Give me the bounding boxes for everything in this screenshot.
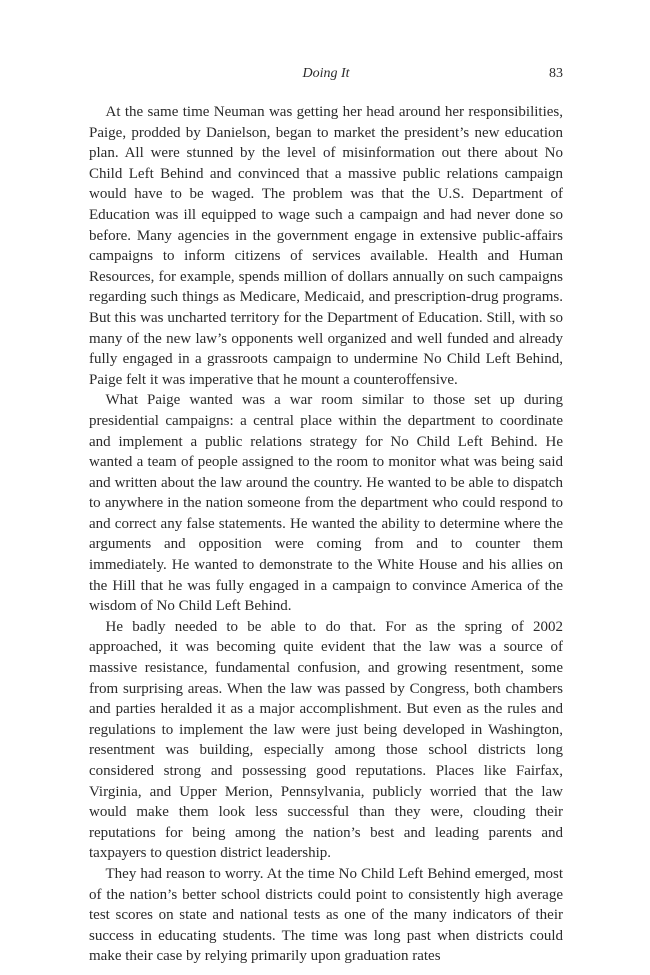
paragraph-3: He badly needed to be able to do that. For as the spring of 2002 approached, it was becoming quite evident that the law was a source of massive resistance, fundamental confusion, and growing resentment, some from surprising areas. When the law was passed by Congress, both chambers and parties heralded it as a major accomplishment. But even as the rules and regulations to implement the law were just being developed in Washington, resentment was building, especially among those school districts long considered strong and possessing good reputations. Places like Fairfax, Virginia, and Upper Merion, Pennsylvania, publicly worried that the law would make them look less successful than they were, clouding their reputations for being among the nation’s best and leading parents and taxpayers to question district leadership. [89, 618, 563, 862]
paragraph-1: At the same time Neuman was getting her head around her responsibilities, Paige, prodded by Danielson, began to market the president’s new education plan. All were stunned by the level of misinformation out there about No Child Left Behind and convinced that a massive public relations campaign would have to be waged. The problem was that the U.S. Department of Education was ill equipped to wage such a campaign and had never done so before. Many agencies in the government engage in extensive public-affairs campaigns to inform citizens of services available. Health and Human Resources, for example, spends million of dollars annually on such campaigns regarding such things as Medicare, Medicaid, and prescription-drug programs. But this was uncharted territory for the Department of Education. Still, with so many of the new law’s opponents well organized and well funded and already fully engaged in a grassroots campaign to undermine No Child Left Behind, Paige felt it was imperative that he mount a counteroffensive. [89, 104, 563, 388]
paragraph-2: What Paige wanted was a war room similar to those set up during presidential campaigns: a central place within the department to coordinate and implement a public relations strategy for No Child Left Behind. He wanted a team of people assigned to the room to monitor what was being said and written about the law around the country. He wanted to be able to dispatch to anywhere in the nation someone from the department who could respond to and correct any false statements. He wanted the ability to determine where the arguments and opposition were coming from and to counter them immediately. He wanted to demonstrate to the White House and his allies on the Hill that he was fully engaged in a campaign to convince America of the wisdom of No Child Left Behind. [89, 392, 563, 615]
paragraph-4: They had reason to worry. At the time No Child Left Behind emerged, most of the nation’s better school districts could point to consistently high average test scores on state and national tests as one of the many indicators of their success in educating students. The time was long past when districts could make their case by relying primarily upon graduation rates [89, 865, 563, 965]
running-title: Doing It [302, 66, 350, 81]
running-head [89, 66, 563, 86]
body-text [89, 102, 563, 967]
page-number: 83 [549, 66, 563, 81]
